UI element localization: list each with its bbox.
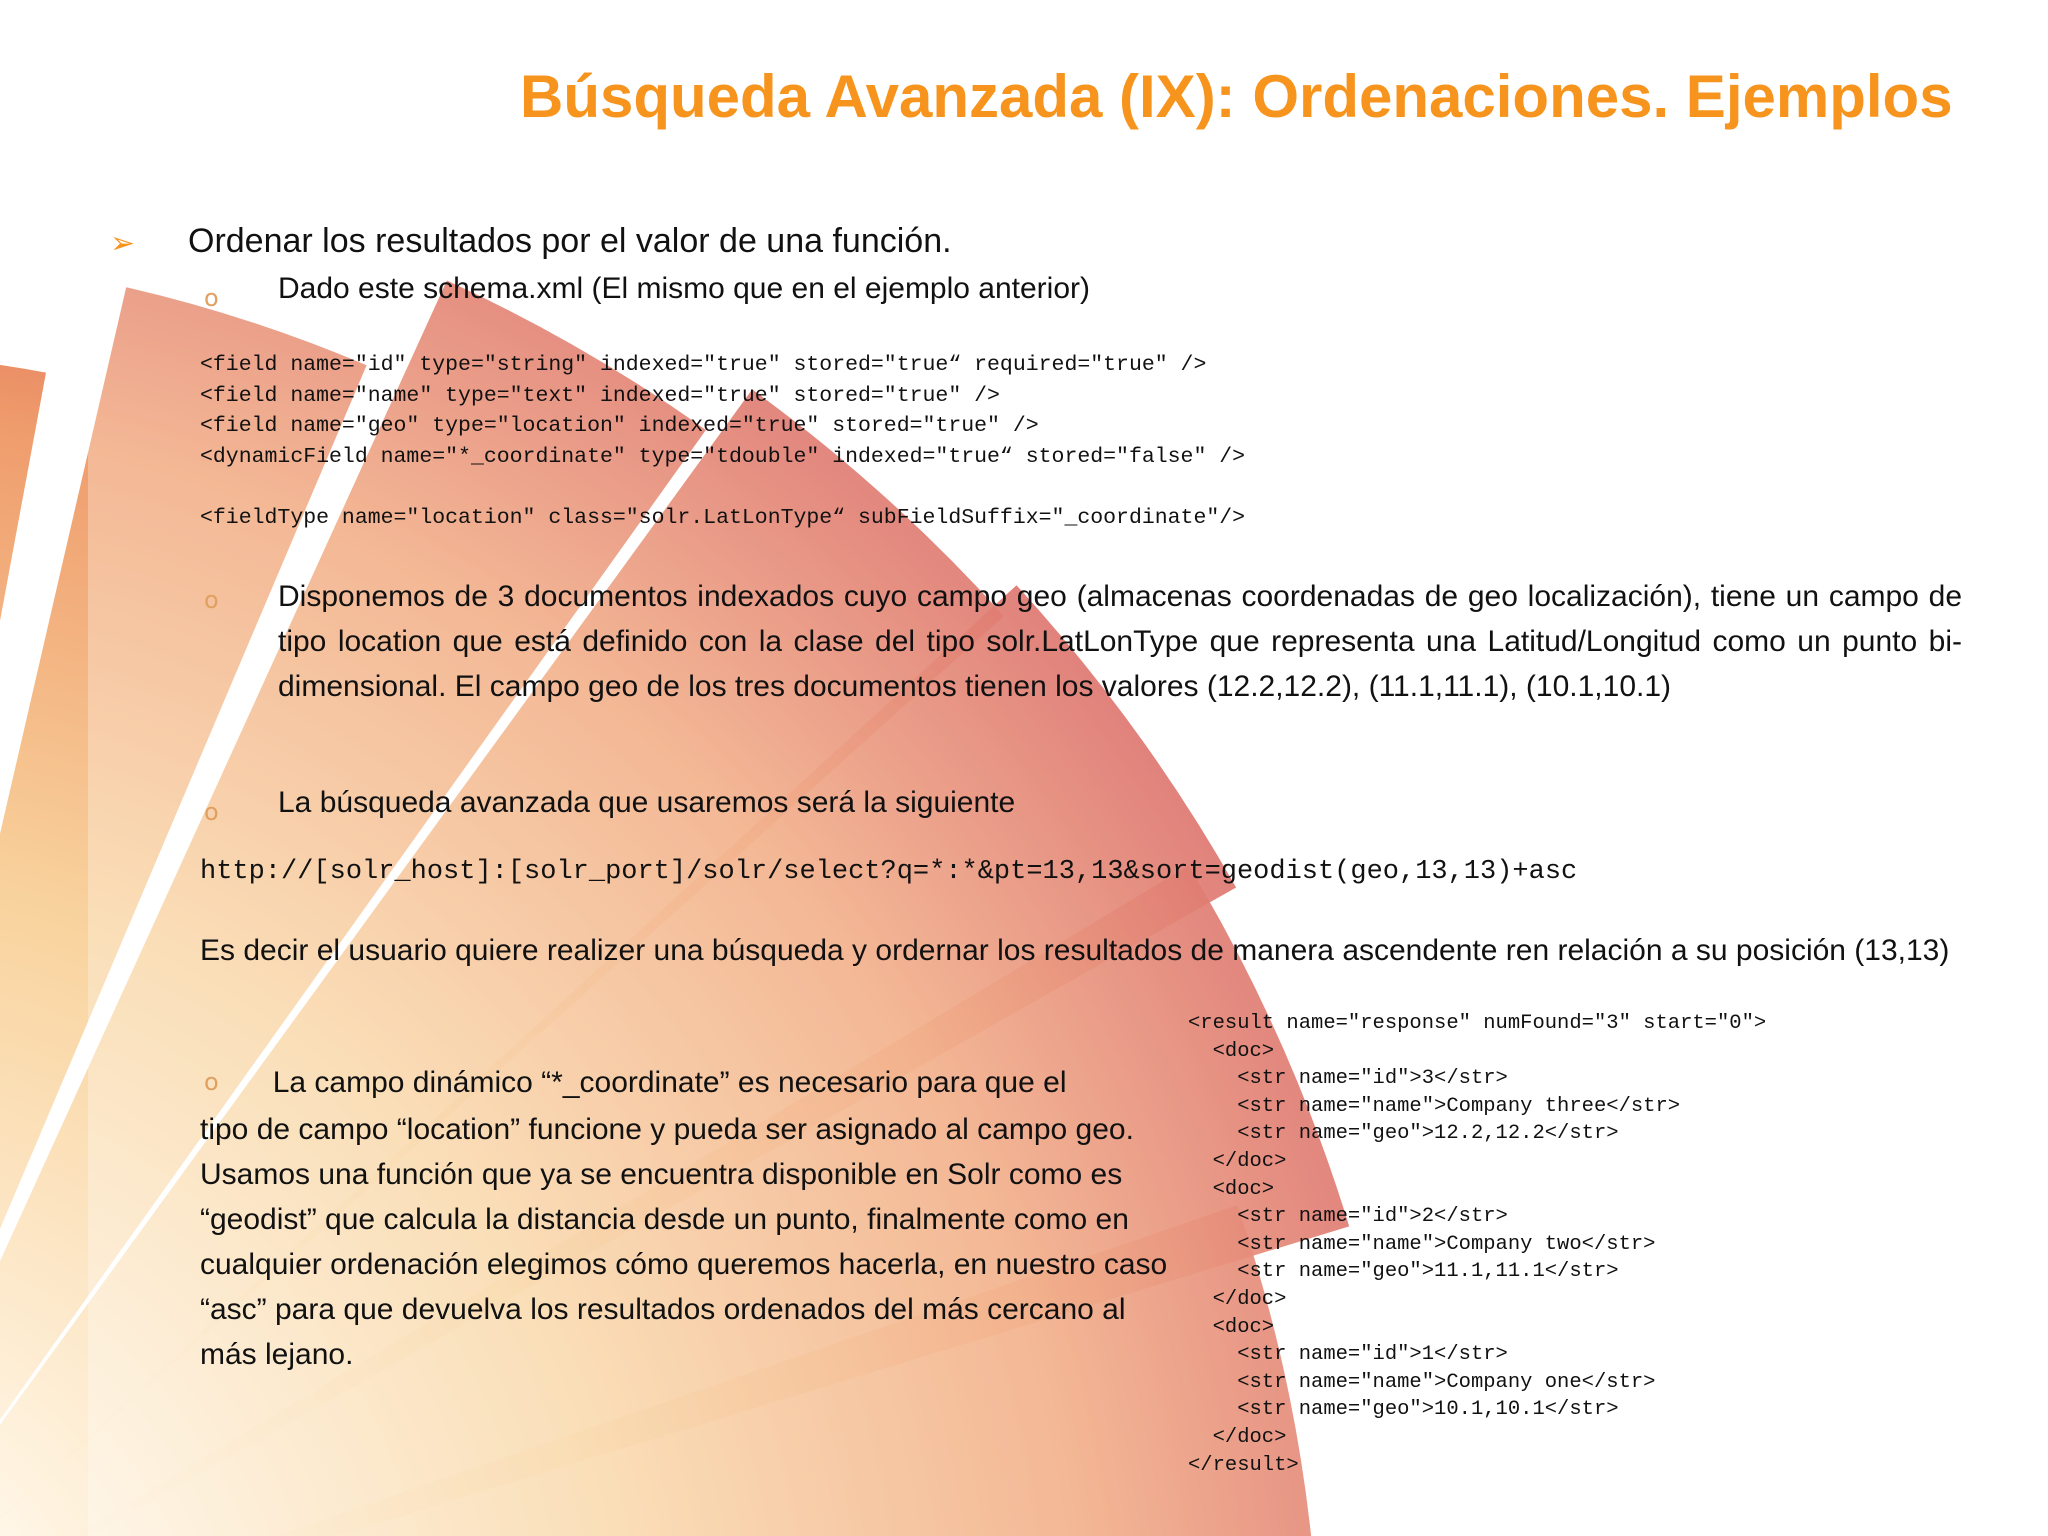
circle-bullet-icon: o (204, 798, 219, 826)
code-line: <doc> (1188, 1177, 1275, 1201)
code-line: </doc> (1188, 1149, 1287, 1173)
dynamic-field-first-line: La campo dinámico “*_coordinate” es necesario para que el (272, 1066, 1067, 1099)
code-line: <str name="id">3</str> (1188, 1067, 1508, 1091)
code-line: </doc> (1188, 1425, 1287, 1449)
schema-code-block (200, 350, 1245, 533)
code-line: <str name="geo">10.1,10.1</str> (1188, 1398, 1619, 1422)
circle-bullet-icon: o (204, 284, 219, 312)
slide-title: Búsqueda Avanzada (IX): Ordenaciones. Ejemplos (520, 63, 1953, 130)
query-url: http://[solr_host]:[solr_port]/solr/select?q=*:*&pt=13,13&sort=geodist(geo,13,13)+asc (200, 857, 1578, 887)
code-line: <field name="id" type="string" indexed="true" stored="true“ required="true" /> (200, 353, 1207, 377)
code-line: <str name="geo">11.1,11.1</str> (1188, 1260, 1619, 1284)
code-line: <str name="name">Company three</str> (1188, 1094, 1681, 1118)
sub-bullet-documents: Disponemos de 3 documentos indexados cuyo campo geo (almacenas coordenadas de geo localización), tiene un campo de tipo location que está definido con la clase del tipo solr.LatLonType que representa una Latitud/Longitud como un punto bi-dimensional. El campo geo de los tres documentos tienen los valores (12.2,12.2), (11.1,11.1), (10.1,10.1) (278, 580, 1962, 703)
code-line: <doc> (1188, 1039, 1275, 1063)
dynamic-field-rest: tipo de campo “location” funcione y pueda ser asignado al campo geo. Usamos una función que ya se encuentra disponible en Solr como es “geodist” que calcula la distancia desde un punto, finalmente como en cualquier ordenación elegimos cómo queremos hacerla, en nuestro caso “asc” para que devuelva los resultados ordenados del más cercano al más lejano. (200, 1113, 1168, 1371)
code-line: <str name="name">Company one</str> (1188, 1370, 1656, 1394)
code-line: <str name="id">1</str> (1188, 1343, 1508, 1367)
code-line: <str name="name">Company two</str> (1188, 1232, 1656, 1256)
main-bullet-text: Ordenar los resultados por el valor de una función. (188, 222, 952, 260)
dynamic-field-explanation (200, 1060, 1170, 1377)
code-line: <dynamicField name="*_coordinate" type="tdouble" indexed="true“ stored="false" /> (200, 444, 1246, 469)
sub-bullet-schema: Dado este schema.xml (El mismo que en el ejemplo anterior) (278, 272, 1091, 305)
arrow-bullet-icon: ➢ (110, 226, 136, 261)
sub-bullet-query-intro: La búsqueda avanzada que usaremos será la siguiente (278, 786, 1016, 819)
code-line: <str name="id">2</str> (1188, 1205, 1508, 1229)
code-line: <str name="geo">12.2,12.2</str> (1188, 1122, 1619, 1146)
circle-bullet-icon: o (204, 586, 219, 614)
explanation-text: Es decir el usuario quiere realizer una búsqueda y ordernar los resultados de manera ascendente ren relación a su posición (13,13) (200, 934, 1950, 967)
code-line: </result> (1188, 1453, 1299, 1477)
result-xml-block (1188, 1010, 1766, 1479)
code-line: <field name="name" type="text" indexed="true" stored="true" /> (200, 383, 1000, 408)
code-line: <field name="geo" type="location" indexed="true" stored="true" /> (200, 414, 1039, 438)
code-line: <result name="response" numFound="3" start="0"> (1188, 1012, 1767, 1035)
circle-bullet-icon: o (204, 1068, 219, 1096)
code-line: </doc> (1188, 1287, 1287, 1311)
code-line: <fieldType name="location" class="solr.LatLonType“ subFieldSuffix="_coordinate"/> (200, 505, 1246, 530)
code-line: <doc> (1188, 1315, 1275, 1339)
